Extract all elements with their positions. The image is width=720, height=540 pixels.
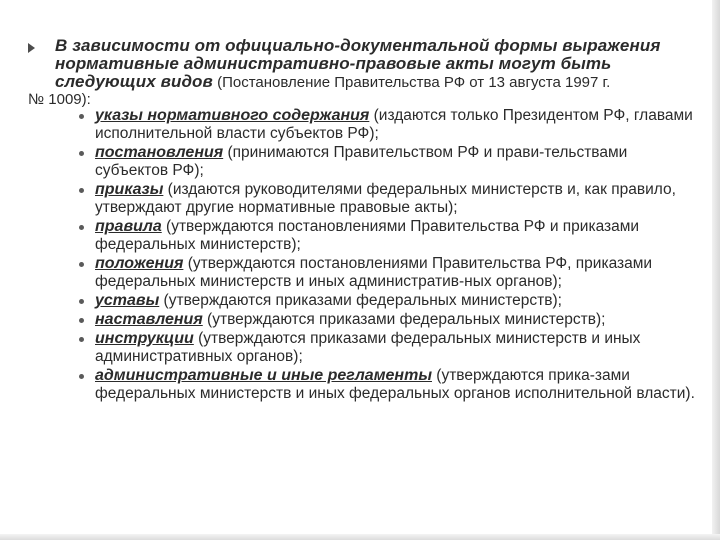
item-description: (издаются только Президентом РФ, главами исполнительной власти субъектов РФ); (95, 107, 693, 142)
bullet-dot-icon (79, 299, 84, 304)
item-term: правила (95, 218, 162, 235)
bullet-dot-icon (79, 337, 84, 342)
list-item (76, 218, 696, 254)
intro-note-continuation: № 1009): (28, 91, 91, 108)
frame-right-border (712, 0, 720, 540)
intro-note: (Постановление Правительства РФ от 13 августа 1997 г. (212, 74, 611, 91)
item-description: (утверждаются постановлениями Правительства РФ и приказами федеральных министерств); (95, 218, 640, 253)
item-term: уставы (95, 292, 160, 309)
item-term: указы нормативного содержания (95, 107, 370, 124)
item-term: приказы (95, 181, 164, 198)
bullet-dot-icon (79, 318, 84, 323)
intro-lead: В зависимости от официально-документальной формы выражения нормативные административно-правовые акты могут быть следующих видов (55, 36, 661, 91)
item-description: (принимаются Правительством РФ и прави-тельствами субъектов РФ); (95, 144, 628, 179)
item-term: наставления (95, 311, 203, 328)
list-item (76, 292, 696, 310)
list-item (76, 107, 696, 143)
item-term: инструкции (95, 330, 194, 347)
item-description: (издаются руководителями федеральных министерств и, как правило, утверждают другие нормативные правовые акты); (95, 181, 676, 216)
intro-paragraph (28, 37, 698, 109)
intro-text (55, 37, 698, 92)
list-item (76, 144, 696, 180)
bullet-dot-icon (79, 188, 84, 193)
list-item (76, 330, 696, 366)
item-description: (утверждаются постановлениями Правительства РФ, приказами федеральных министерств и иных административ-ных органов); (95, 255, 653, 290)
list-item (76, 311, 696, 329)
bullet-dot-icon (79, 262, 84, 267)
list-item (76, 181, 696, 217)
bullet-dot-icon (79, 114, 84, 119)
item-description: (утверждаются прика-зами федеральных министерств и иных федеральных органов исполнительной власти). (95, 367, 695, 402)
bullet-dot-icon (79, 151, 84, 156)
triangle-bullet-icon (28, 43, 35, 53)
frame-bottom-border (0, 534, 720, 540)
item-description: (утверждаются приказами федеральных министерств и иных административных органов); (95, 330, 641, 365)
item-term: постановления (95, 144, 224, 161)
item-description: (утверждаются приказами федеральных министерств); (159, 292, 562, 309)
act-types-list (76, 107, 696, 404)
item-term: административные и иные регламенты (95, 367, 432, 384)
list-item (76, 255, 696, 291)
item-description: (утверждаются приказами федеральных министерств); (202, 311, 606, 328)
list-item (76, 367, 696, 403)
bullet-dot-icon (79, 374, 84, 379)
frame-top (0, 0, 720, 8)
bullet-dot-icon (79, 225, 84, 230)
item-term: положения (95, 255, 184, 272)
